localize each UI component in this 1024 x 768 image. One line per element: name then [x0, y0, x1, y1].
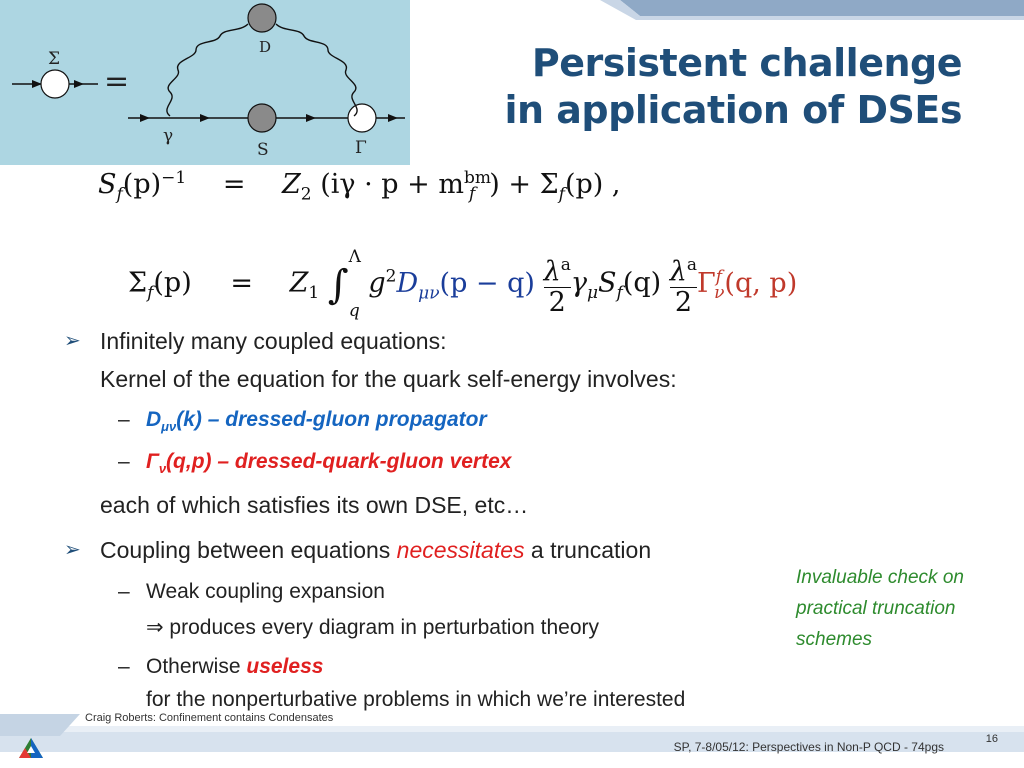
vertex-rest: (q,p) – dressed-quark-gluon vertex [166, 450, 512, 473]
bullet-2-post: a truncation [524, 537, 652, 563]
eq2-s: S [598, 267, 617, 299]
eq1-rhs-mid: (iγ · p + m [311, 169, 464, 200]
vertex-g: Γ [146, 450, 159, 473]
eq2-integral-sub: q [348, 300, 360, 321]
dash-icon: – [118, 450, 130, 473]
eq1-rhs-end: ) + Σ [489, 169, 559, 200]
bullet-arrow-icon: ➢ [64, 539, 81, 561]
bullet-1-line-1: Infinitely many coupled equations: [100, 328, 447, 354]
eq1-s: S [98, 169, 117, 200]
eq1-lhs-arg: (p) [122, 169, 162, 200]
otherwise-emphasis: useless [246, 655, 324, 678]
eq2-g: g [368, 267, 386, 299]
gluon-propagator-text [146, 408, 487, 434]
eq1-lhs-sup: −1 [161, 168, 187, 188]
eq2-vertex-sup: f [715, 266, 723, 287]
vertex-g-sub: ν [158, 461, 167, 477]
s-label: S [257, 140, 269, 160]
eq1-rhs-tail: (p) , [564, 169, 621, 200]
side-note-line-3: schemes [796, 629, 873, 650]
eq2-frac2-den: 2 [674, 287, 692, 318]
eq2-z: Z [289, 267, 309, 299]
eq2-frac1-num-sup: a [560, 255, 571, 275]
bullet-1-line-2: Kernel of the equation for the quark self-energy involves: [100, 366, 677, 392]
eq2-frac2-num-sup: a [686, 255, 698, 275]
eq2-g-sup: 2 [385, 266, 397, 287]
gamma-label: γ [163, 126, 174, 146]
gluon-d-sub: μν [161, 419, 177, 435]
footer-conference: SP, 7-8/05/12: Perspectives in Non-P QCD - 74pgs [673, 740, 944, 754]
eq1-z-sub: 2 [300, 184, 312, 205]
bullet-2-text [100, 537, 651, 564]
eq2-fraction-1 [544, 250, 571, 318]
feynman-diagram [0, 0, 410, 165]
equation-self-energy [128, 246, 798, 321]
weak-coupling-line-2: ⇒ produces every diagram in perturbation theory [146, 616, 599, 639]
slide-title [504, 40, 962, 134]
title-line-1: Persistent challenge [531, 41, 962, 85]
eq2-frac2-num: λ [669, 256, 687, 287]
dash-icon: – [118, 408, 130, 431]
eq2-integral: ∫ [327, 261, 349, 308]
otherwise-pre: Otherwise [146, 655, 247, 678]
eq1-z: Z [282, 169, 301, 200]
eq1-equals: = [222, 169, 246, 200]
eq2-gamma-sub: μ [586, 282, 599, 303]
lab-logo [18, 737, 44, 759]
feynman-diagram-panel [0, 0, 410, 165]
side-note [796, 562, 1016, 655]
dash-icon: – [118, 580, 130, 603]
eq1-sigma-sub: f [558, 184, 565, 205]
gluon-rest: (k) – dressed-gluon propagator [176, 408, 487, 431]
otherwise-text [146, 655, 323, 679]
eq2-frac1-num: λ [543, 256, 561, 287]
equals-label: = [104, 64, 130, 99]
side-note-line-2: practical truncation [796, 598, 956, 619]
side-note-line-1: Invaluable check on [796, 567, 964, 588]
bullet-2-emphasis: necessitates [396, 537, 525, 563]
eq2-d: D [396, 267, 419, 299]
otherwise-line-2: for the nonperturbative problems in which we’re interested [146, 688, 686, 711]
title-line-2: in application of DSEs [504, 88, 962, 132]
eq1-s-sub: f [116, 184, 123, 205]
header-decoration [600, 0, 1024, 22]
eq2-lhs-arg: (p) [153, 267, 192, 299]
eq2-frac1-den: 2 [548, 287, 566, 318]
eq2-integral-sup: Λ [348, 246, 361, 267]
eq2-d-arg: (p − q) [439, 267, 535, 299]
eq2-s-arg: (q) [622, 267, 662, 299]
bullet-1-line-3: each of which satisfies its own DSE, etc… [100, 492, 529, 518]
eq2-sigma-sub: f [147, 282, 154, 303]
footer-author: Craig Roberts: Confinement contains Condensates [85, 712, 334, 724]
eq2-vertex-sub: ν [714, 282, 725, 303]
eq2-vertex-arg: (q, p) [724, 267, 798, 299]
sigma-label: Σ [48, 49, 61, 69]
gluon-d: D [146, 408, 162, 431]
eq2-sigma: Σ [128, 267, 148, 299]
page-number: 16 [985, 733, 998, 745]
dash-icon: – [118, 655, 130, 678]
eq1-m-sup: bm [463, 168, 491, 188]
eq2-z-sub: 1 [308, 282, 320, 303]
eq2-fraction-2 [670, 250, 697, 318]
big-gamma-label: Γ [355, 138, 367, 158]
weak-coupling-text: Weak coupling expansion [146, 580, 385, 603]
eq2-d-sub: μν [418, 282, 440, 303]
eq2-vertex: Γ [697, 267, 716, 299]
d-label: D [259, 38, 272, 56]
bullet-2-pre: Coupling between equations [100, 537, 397, 563]
bullet-arrow-icon: ➢ [64, 330, 81, 352]
eq2-s-sub: f [616, 282, 623, 303]
eq1-m-sub: f [468, 184, 476, 205]
eq2-equals: = [230, 267, 253, 299]
eq2-gamma: γ [570, 267, 587, 299]
vertex-text [146, 450, 511, 476]
equation-quark-propagator [98, 168, 621, 204]
